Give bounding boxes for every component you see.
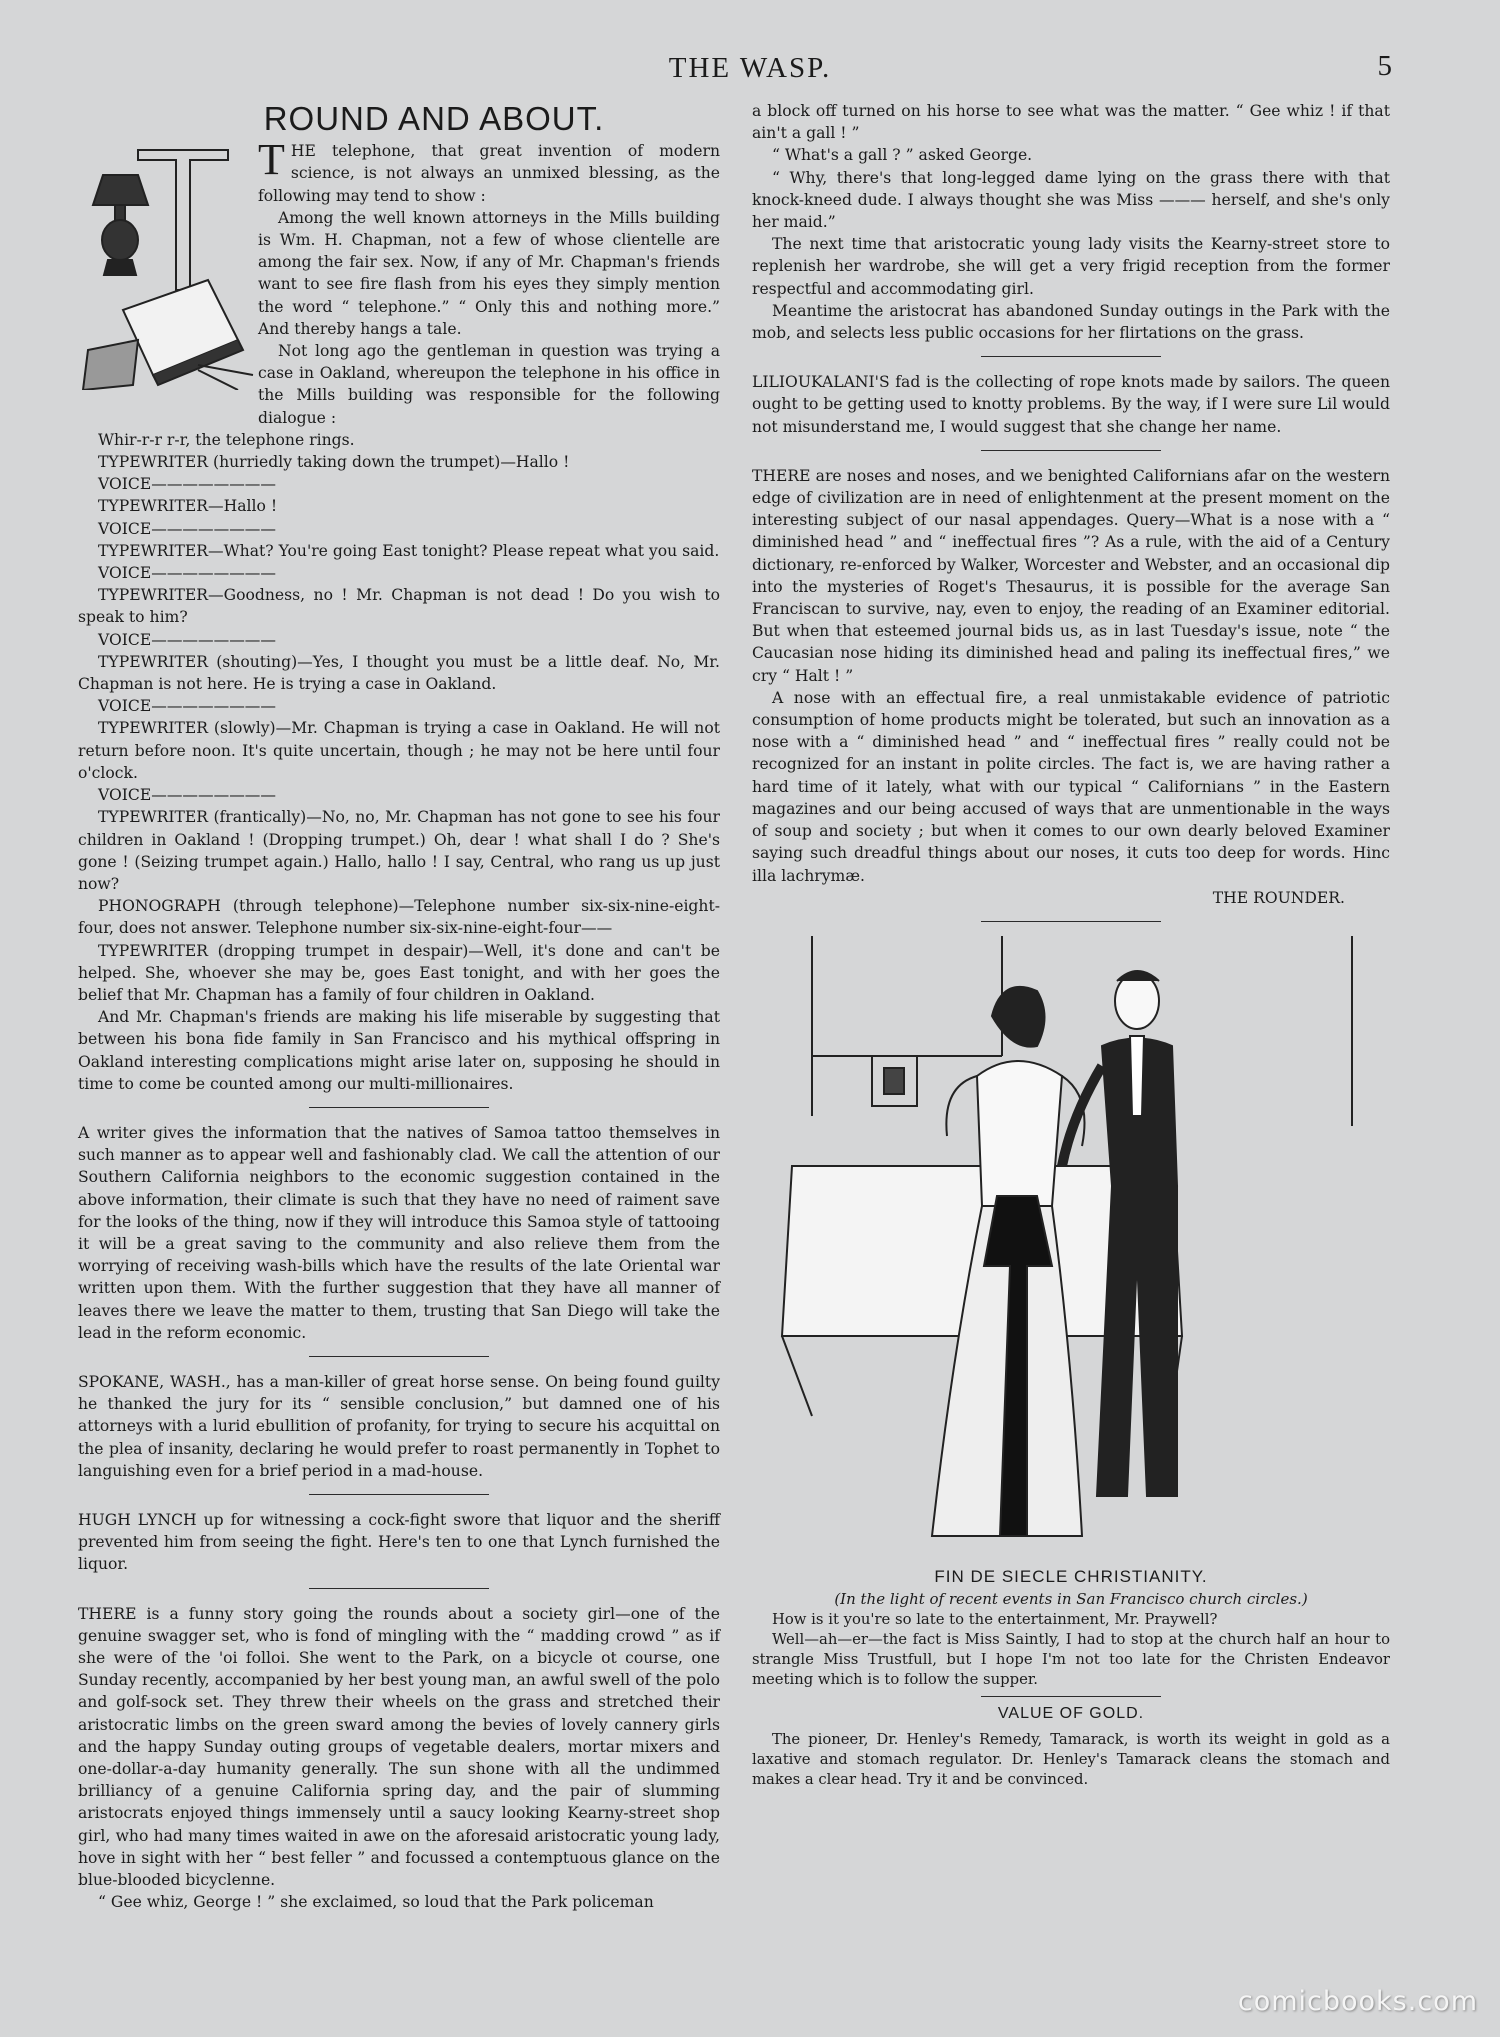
lynch-paragraph: HUGH LYNCH up for witnessing a cock-fight swore that liquor and the sheriff prevented him from seeing the fight. Here's ten to one that Lynch furnished the liquor. xyxy=(78,1510,720,1574)
story-continued: Meantime the aristocrat has abandoned Sunday outings in the Park with the mob, and selects less public occasions for her flirtations on the grass. xyxy=(752,301,1390,343)
dialogue-line: VOICE———————— xyxy=(98,475,276,494)
dialogue-line: VOICE———————— xyxy=(98,519,276,538)
divider-rule xyxy=(981,921,1161,922)
samoa-paragraph: A writer gives the information that the natives of Samoa tattoo themselves in such manner as to appear well and fashionably clad. We call the attention of our Southern California neighbors to the economic suggestion contained in the above information, their climate is such that they have no need of raiment save for the looks of the thing, now if they will introduce this Samoa style of tattooing it will be a great saving to the community and also relieve them from the worrying of receiving wash-bills which have the results of the late Oriental war written upon them. With the further suggestion that they have all manner of leaves there we leave the matter to them, trusting that San Diego will take the lead in the reform economic. xyxy=(78,1123,720,1342)
divider-rule xyxy=(309,1494,489,1495)
caption-dialogue: How is it you're so late to the entertainment, Mr. Praywell? xyxy=(772,1611,1218,1629)
divider-rule xyxy=(309,1356,489,1357)
article-title: ROUND AND ABOUT. xyxy=(263,100,605,137)
dialogue-line: TYPEWRITER (slowly)—Mr. Chapman is trying a case in Oakland. He will not return before noon. It's quite uncertain, though ; he may not be here until four o'clock. xyxy=(78,719,720,782)
signature: THE ROUNDER. xyxy=(1212,888,1345,907)
dialogue-line: PHONOGRAPH (through telephone)—Telephone number six-six-nine-eight-four, does not answer. Telephone number six-six-nine-eight-four—— xyxy=(78,897,720,938)
right-column xyxy=(752,100,1390,1790)
lamp-illustration-icon xyxy=(78,140,258,390)
liliuokalani-paragraph: LILIOUKALANI'S fad is the collecting of rope knots made by sailors. The queen ought to be getting used to knotty problems. By the way, if I were sure Lil would not misunderstand me, I would suggest that she change her name. xyxy=(752,373,1390,436)
advertisement-title: VALUE OF GOLD. xyxy=(997,1705,1145,1723)
dialogue-line: TYPEWRITER (shouting)—Yes, I thought you must be a little deaf. No, Mr. Chapman is not here. He is trying a case in Oakland. xyxy=(78,652,720,694)
intro-paragraph: Not long ago the gentleman in question was trying a case in Oakland, whereupon the telephone in his office in the Mills building was responsible for the following dialogue : xyxy=(258,342,720,427)
illustration-subcaption: (In the light of recent events in San Francisco church circles.) xyxy=(834,1590,1308,1609)
page-number: 5 xyxy=(1377,50,1392,82)
left-column xyxy=(78,100,720,1913)
caption-dialogue: Well—ah—er—the fact is Miss Saintly, I had to stop at the church half an hour to strangle Miss Trustfull, but I hope I'm not too late for the Christen Endeavor meeting which is to follow the supper. xyxy=(752,1631,1390,1689)
noses-paragraph: A nose with an effectual fire, a real unmistakable evidence of patriotic consumption of home products might be tolerated, but such an innovation as a nose with a “ diminished head ” and “ ineffectual fires ” really could not be recognized for an instant in polite circles. The fact is, we are having rather a hard time of it lately, what with our typical “ Californians ” in the Eastern magazines and our being accused of ways that are unmentionable in the ways of soup and society ; but when it comes to our own dearly beloved Examiner saying such dreadful things about our noses, it cuts too deep for words. Hinc illa lachrymæ. xyxy=(752,688,1390,885)
story-paragraph: “ Gee whiz, George ! ” she exclaimed, so loud that the Park policeman xyxy=(98,1893,654,1912)
dialogue-line: TYPEWRITER (hurriedly taking down the trumpet)—Hallo ! xyxy=(98,453,570,472)
illustration-caption: FIN DE SIECLE CHRISTIANITY. xyxy=(934,1566,1208,1586)
spokane-paragraph: SPOKANE, WASH., has a man-killer of great horse sense. On being found guilty he thanked the jury for its “ sensible conclusion,” but damned one of his attorneys with a lurid ebullition of profanity, for trying to secure his acquittal on the plea of insanity, declaring he would prefer to roast permanently in Tophet to languishing even for a brief period in a mad-house. xyxy=(78,1372,720,1480)
divider-rule xyxy=(309,1107,489,1108)
masthead: THE WASP. xyxy=(668,52,832,84)
dialogue-line: VOICE———————— xyxy=(98,697,276,716)
story-continued: The next time that aristocratic young lady visits the Kearny-street store to replenish her wardrobe, she will get a very frigid reception from the former respectful and accommodating girl. xyxy=(752,235,1390,298)
divider-rule xyxy=(981,450,1161,451)
dialogue-line: TYPEWRITER—What? You're going East tonight? Please repeat what you said. xyxy=(98,541,720,560)
advertisement-text: The pioneer, Dr. Henley's Remedy, Tamarack, is worth its weight in gold as a laxative and stomach regulator. Dr. Henley's Tamarack cleans the stomach and makes a clear head. Try it and be convinced. xyxy=(752,1730,1390,1788)
drop-cap: T xyxy=(258,135,285,185)
intro-paragraph: Among the well known attorneys in the Mills building is Wm. H. Chapman, not a few of whose clientelle are among the fair sex. Now, if any of Mr. Chapman's friends want to see fire flash from his eyes they simply mention the word “ telephone.” “ Only this and nothing more.” And thereby hangs a tale. xyxy=(258,208,720,338)
dialogue-line: VOICE———————— xyxy=(98,786,276,805)
dialogue-line: VOICE———————— xyxy=(98,630,276,649)
dialogue-line: TYPEWRITER—Goodness, no ! Mr. Chapman is not dead ! Do you wish to speak to him? xyxy=(78,586,720,627)
dialogue-line: Whir-r-r r-r, the telephone rings. xyxy=(98,430,355,449)
intro-text xyxy=(258,135,720,429)
dialogue-line: TYPEWRITER (frantically)—No, no, Mr. Chapman has not gone to see his four children in Oakland ! (Dropping trumpet.) Oh, dear ! what shall I do ? She's gone ! (Seizing trumpet again.) Hallo, hallo ! I say, Central, who rang us up just now? xyxy=(78,808,720,893)
dialogue-line: TYPEWRITER—Hallo ! xyxy=(98,497,278,516)
dialogue-line: And Mr. Chapman's friends are making his life miserable by suggesting that between his bona fide family in San Francisco and his mythical offspring in Oakland interesting complications might arise later on, supposing he should in time to come be counted among our multi-millionaires. xyxy=(78,1008,720,1093)
noses-paragraph: THERE are noses and noses, and we benighted Californians afar on the western edge of civilization are in need of enlightenment at the present moment on the interesting subject of our nasal appendages. Query—What is a nose with a “ diminished head ” and “ ineffectual fires ”? As a rule, with the aid of a Century dictionary, re-enforced by Walker, Worcester and Webster, and an occasional dip into the mysteries of Roget's Thesaurus, it is possible for the average San Franciscan to survive, nay, even to enjoy, the reading of an Examiner editorial. But when that esteemed journal bids us, as in last Tuesday's issue, note “ the Caucasian nose hiding its diminished head and paling its ineffectual fires,” we cry “ Halt ! ” xyxy=(752,466,1390,685)
story-continued: a block off turned on his horse to see what was the matter. “ Gee whiz ! if that ain't a gall ! ” xyxy=(752,102,1390,143)
couple-illustration-icon xyxy=(752,936,1390,1556)
dialogue-line: VOICE———————— xyxy=(98,564,276,583)
story-continued: “ What's a gall ? ” asked George. xyxy=(772,146,1033,165)
divider-rule xyxy=(309,1588,489,1589)
watermark: comicbooks.com xyxy=(1237,1986,1478,2017)
divider-rule xyxy=(981,356,1161,357)
story-continued: “ Why, there's that long-legged dame lying on the grass there with that knock-kneed dude. I always thought she was Miss ——— herself, and she's only her maid.” xyxy=(752,168,1390,232)
dialogue-line: TYPEWRITER (dropping trumpet in despair)—Well, it's done and can't be helped. She, whoever she may be, goes East tonight, and with her goes the belief that Mr. Chapman has a family of four children in Oakland. xyxy=(78,941,720,1004)
divider-rule xyxy=(981,1696,1161,1697)
story-paragraph: THERE is a funny story going the rounds about a society girl—one of the genuine swagger set, who is fond of mingling with the “ madding crowd ” as if she were of the 'oi folloi. She went to the Park, on a bicycle ot course, one Sunday recently, accompanied by her best young man, an awful swell of the polo and golf-sock set. They threw their wheels on the grass and stretched their aristocratic limbs on the green sward among the bevies of lovely cannery girls and the happy Sunday outing groups of vegetable dealers, mortar mixers and one-dollar-a-day humanity generally. The sun shone with all the undimmed brilliancy of a genuine California spring day, and the pair of slumming aristocrats enjoyed things immensely until a saucy looking Kearny-street shop girl, who had many times waited in awe on the aforesaid aristocratic young lady, hove in sight with her “ best feller ” and focussed a contemptuous glance on the blue-blooded bicyclenne. xyxy=(78,1604,720,1890)
intro-block xyxy=(78,135,720,429)
intro-paragraph: HE telephone, that great invention of modern science, is not always an unmixed blessing, as the following may tend to show : xyxy=(258,142,720,205)
